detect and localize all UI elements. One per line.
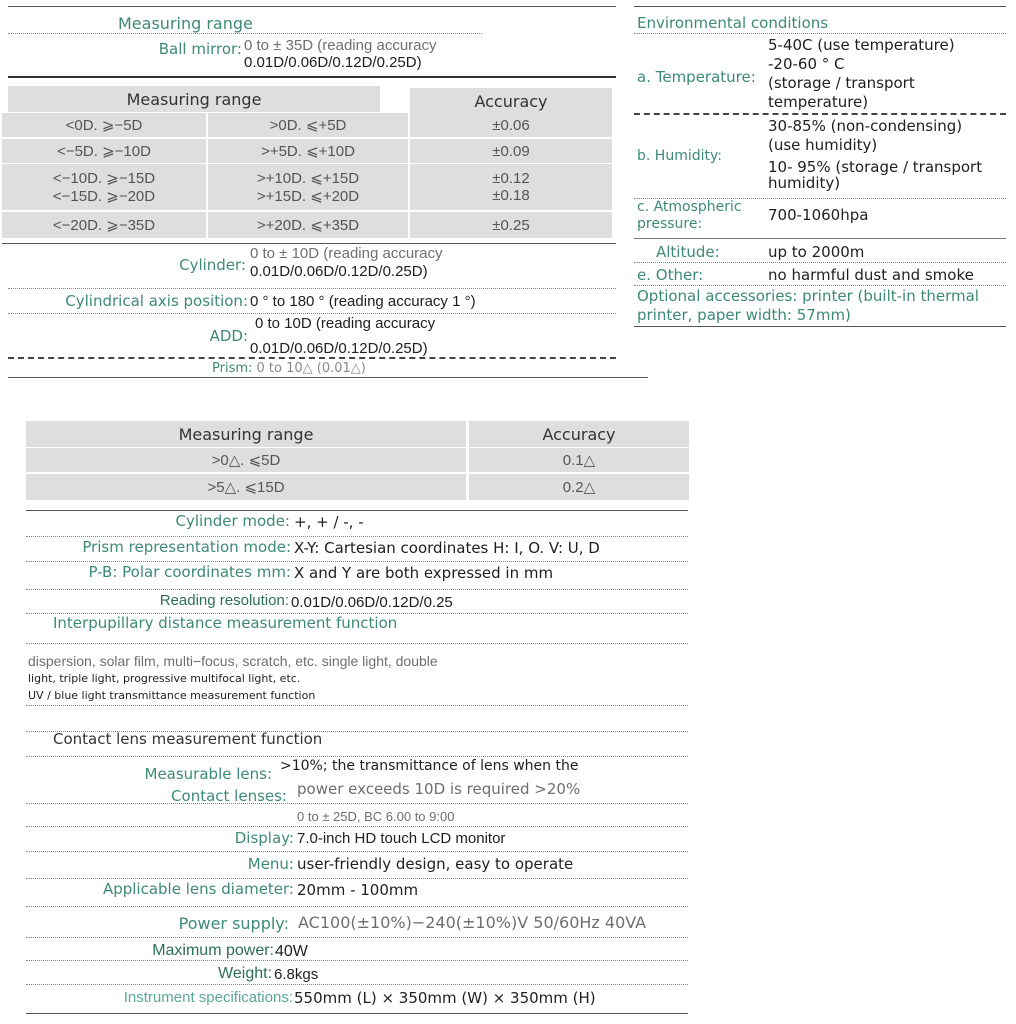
divider: [634, 6, 1006, 7]
table-header-accuracy: Accuracy: [410, 88, 612, 114]
divider: [26, 803, 688, 804]
contact-lens-function: Contact lens measurement function: [53, 730, 323, 748]
table-cell: <−15D. ⩾−20D: [52, 188, 156, 205]
humidity-line: 10- 95% (storage / transport: [768, 158, 983, 176]
humidity-line: 30-85% (non-condensing): [768, 117, 963, 135]
divider: [634, 33, 1006, 34]
divider: [634, 262, 1006, 263]
temperature-line: 5-40C (use temperature): [768, 36, 955, 54]
table-cell: ±0.06: [410, 113, 612, 137]
divider: [8, 33, 482, 34]
pressure-label: [637, 199, 742, 233]
cylinder-value-1: 0 to ± 10D (reading accuracy: [250, 245, 443, 262]
temperature-line: (storage / transport: [768, 74, 915, 92]
ipd-function: Interpupillary distance measurement function: [53, 614, 398, 632]
table-cell: <0D. ⩾−5D: [2, 113, 206, 137]
prism-value: 0 to 10△ (0.01△): [256, 361, 366, 376]
divider: [26, 1013, 688, 1014]
divider: [26, 643, 688, 644]
divider: [8, 288, 616, 289]
power-supply-label: Power supply:: [178, 914, 289, 933]
divider: [26, 960, 688, 961]
reading-resolution-value: 0.01D/0.06D/0.12D/0.25: [291, 594, 453, 611]
table-cell-pair: [2, 164, 206, 210]
lens-types-line1: dispersion, solar film, multi−focus, scratch, etc. single light, double: [28, 653, 438, 669]
altitude-label: Altitude:: [656, 243, 720, 261]
contact-lenses-value: 0 to ± 25D, BC 6.00 to 9:00: [297, 809, 455, 824]
table-cell: >+5D. ⩽+10D: [208, 139, 408, 163]
weight-value: 6.8kgs: [274, 966, 319, 983]
cylinder-mode-label: Cylinder mode:: [175, 512, 290, 530]
divider: [26, 705, 688, 706]
table-header-range: Measuring range: [8, 86, 380, 112]
table-cell: ±0.12: [492, 170, 530, 187]
ball-mirror-label: Ball mirror:: [158, 40, 242, 58]
divider: [26, 561, 688, 562]
menu-label: Menu:: [247, 855, 294, 873]
contact-lenses-label: Contact lenses:: [171, 787, 287, 805]
divider: [26, 906, 688, 907]
humidity-line: humidity): [768, 174, 841, 192]
table-cell: <−5D. ⩾−10D: [2, 139, 206, 163]
divider: [8, 357, 616, 359]
accessories-line: printer, paper width: 57mm): [637, 306, 851, 324]
table-header-accuracy: Accuracy: [469, 421, 689, 447]
prism-mode-label: Prism representation mode:: [82, 538, 291, 556]
section-title-measuring-range: Measuring range: [118, 14, 253, 33]
divider: [26, 937, 688, 938]
polar-label: P-B: Polar coordinates mm:: [88, 563, 291, 581]
menu-value: user-friendly design, easy to operate: [297, 855, 574, 873]
table-cell: >+10D. ⩽+15D: [256, 170, 360, 187]
measurable-lens-label: Measurable lens:: [144, 765, 272, 783]
ball-mirror-value-2: 0.01D/0.06D/0.12D/0.25D): [244, 54, 422, 71]
lens-diameter-value: 20mm - 100mm: [297, 881, 419, 899]
temperature-line: temperature): [768, 93, 869, 111]
divider: [8, 6, 616, 7]
table-cell: ±0.09: [410, 139, 612, 163]
axis-label: Cylindrical axis position:: [65, 292, 248, 310]
pressure-value: 700-1060hpa: [768, 206, 869, 224]
divider: [2, 243, 616, 244]
pressure-label-line: c. Atmospheric: [637, 199, 742, 215]
divider: [634, 326, 1006, 327]
divider: [26, 984, 688, 985]
divider: [8, 377, 648, 378]
humidity-value: [768, 117, 982, 193]
prism-mode-value: X-Y: Cartesian coordinates H: I, O. V: U, D: [294, 539, 600, 557]
divider: [26, 878, 688, 879]
temperature-value: [768, 36, 955, 112]
cylinder-mode-value: +, + / -, -: [294, 513, 364, 531]
ball-mirror-value-1: 0 to ± 35D (reading accuracy: [244, 37, 437, 54]
lens-types-line2: light, triple light, progressive multifocal light, etc.: [28, 672, 301, 685]
table-cell-pair: [208, 164, 408, 210]
dimensions-label: Instrument specifications:: [123, 989, 293, 1006]
lens-diameter-label: Applicable lens diameter:: [102, 880, 294, 898]
table-cell: 0.2△: [469, 474, 689, 500]
table-cell: 0.1△: [469, 448, 689, 472]
axis-value: 0 ° to 180 ° (reading accuracy 1 °): [250, 293, 476, 310]
table-cell: >5△. ⩽15D: [26, 474, 466, 500]
humidity-label: b. Humidity:: [637, 148, 722, 164]
divider: [26, 510, 688, 511]
divider: [634, 238, 1006, 239]
measurable-lens-value-2: power exceeds 10D is required >20%: [297, 780, 581, 798]
divider: [8, 76, 616, 78]
divider: [26, 851, 688, 852]
prism-label: Prism:: [212, 361, 253, 376]
table-cell: <−10D. ⩾−15D: [52, 170, 156, 187]
divider: [26, 589, 688, 590]
display-label: Display:: [234, 829, 294, 847]
polar-value: X and Y are both expressed in mm: [294, 564, 554, 582]
measurable-lens-value-1: >10%; the transmittance of lens when the: [280, 758, 579, 774]
cylinder-value-2: 0.01D/0.06D/0.12D/0.25D): [250, 263, 428, 280]
table-cell: >0D. ⩽+5D: [208, 113, 408, 137]
divider: [8, 313, 616, 314]
table-cell: ±0.18: [492, 187, 530, 204]
table-cell: >+15D. ⩽+20D: [256, 188, 360, 205]
accessories-line: Optional accessories: printer (built-in thermal: [637, 287, 979, 305]
divider: [26, 536, 688, 537]
table-cell: >+20D. ⩽+35D: [208, 212, 408, 238]
max-power-value: 40W: [275, 943, 308, 960]
prism-row: [212, 361, 366, 376]
table-header-range: Measuring range: [26, 421, 466, 447]
humidity-line: (use humidity): [768, 136, 878, 154]
environment-title: Environmental conditions: [637, 14, 829, 32]
dimensions-value: 550mm (L) × 350mm (W) × 350mm (H): [294, 989, 596, 1007]
table-cell: >0△. ⩽5D: [26, 448, 466, 472]
power-supply-value: AC100(±10%)−240(±10%)V 50/60Hz 40VA: [298, 913, 647, 932]
altitude-value: up to 2000m: [768, 243, 865, 261]
table-cell-pair: [410, 164, 612, 210]
weight-label: Weight:: [218, 965, 272, 982]
table-cell: ±0.25: [410, 212, 612, 238]
temperature-label: a. Temperature:: [637, 68, 756, 86]
add-label: ADD:: [209, 327, 248, 345]
lens-types-line3: UV / blue light transmittance measurement function: [28, 689, 316, 702]
reading-resolution-label: Reading resolution:: [159, 592, 289, 609]
accessories: [637, 287, 979, 325]
pressure-label-line: pressure:: [637, 216, 703, 232]
display-value: 7.0-inch HD touch LCD monitor: [297, 830, 506, 847]
divider: [634, 113, 1006, 115]
max-power-label: Maximum power:: [152, 942, 274, 959]
divider: [26, 756, 688, 757]
add-value-1: 0 to 10D (reading accuracy: [255, 315, 436, 332]
add-value-2: 0.01D/0.06D/0.12D/0.25D): [250, 340, 428, 357]
other-value: no harmful dust and smoke: [768, 266, 974, 284]
temperature-line: -20-60 ° C: [768, 55, 845, 73]
cylinder-label: Cylinder:: [179, 256, 246, 274]
divider: [26, 826, 688, 827]
table-cell: <−20D. ⩾−35D: [2, 212, 206, 238]
divider: [634, 285, 1006, 286]
other-label: e. Other:: [637, 266, 704, 284]
